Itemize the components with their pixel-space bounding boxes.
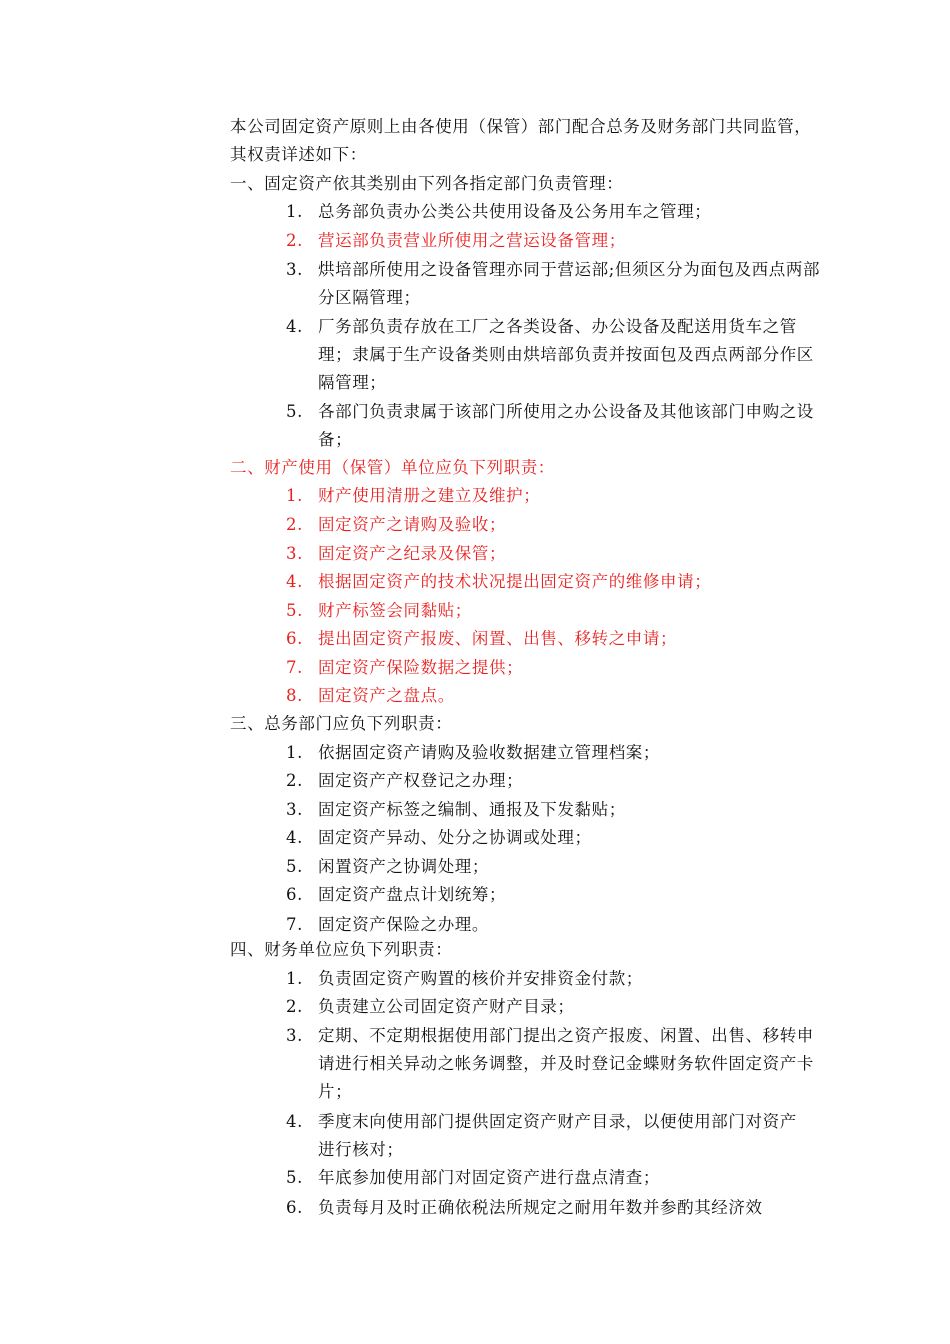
list-item	[286, 739, 826, 767]
list-item	[286, 796, 826, 824]
item-number: 3.	[286, 1026, 303, 1045]
list-item	[286, 853, 826, 881]
item-number: 6.	[286, 885, 303, 904]
list-item	[286, 993, 826, 1021]
item-number: 4.	[286, 572, 303, 591]
list-item	[286, 682, 826, 710]
item-text: 总务部负责办公类公共使用设备及公务用车之管理；	[318, 202, 712, 221]
section-1-heading: 一、固定资产依其类别由下列各指定部门负责管理：	[230, 174, 624, 193]
list-item	[286, 824, 826, 852]
item-text: 固定资产保险之办理。	[318, 915, 489, 934]
section-3-heading: 三、总务部门应负下列职责：	[230, 714, 453, 733]
list-item	[286, 911, 826, 939]
item-text: 烘培部所使用之设备管理亦同于营运部;但须区分为面包及西点两部分区隔管理；	[318, 260, 821, 307]
item-number: 4.	[286, 1112, 303, 1131]
item-number: 6.	[286, 1198, 303, 1217]
item-number: 1.	[286, 202, 303, 221]
item-number: 2.	[286, 515, 303, 534]
list-item	[286, 398, 826, 454]
list-item	[286, 256, 826, 312]
section-4-heading: 四、财务单位应负下列职责：	[230, 940, 453, 959]
item-number: 4.	[286, 317, 303, 336]
intro-paragraph: 本公司固定资产原则上由各使用（保管）部门配合总务及财务部门共同监管，其权责详述如下：	[230, 117, 812, 164]
list-item	[286, 1108, 826, 1164]
item-number: 2.	[286, 997, 303, 1016]
item-text: 定期、不定期根据使用部门提出之资产报废、闲置、出售、移转申请进行相关异动之帐务调整，并及时登记金蝶财务软件固定资产卡片；	[318, 1026, 814, 1101]
item-text: 营运部负责营业所使用之营运设备管理；	[318, 231, 626, 250]
list-item	[286, 482, 826, 510]
item-number: 1.	[286, 486, 303, 505]
item-number: 3.	[286, 800, 303, 819]
list-item	[286, 227, 826, 255]
item-text: 闲置资产之协调处理；	[318, 857, 489, 876]
list-item	[286, 511, 826, 539]
item-text: 负责每月及时正确依税法所规定之耐用年数并参酌其经济效	[318, 1198, 763, 1217]
list-item	[286, 1194, 826, 1222]
item-text: 固定资产盘点计划统筹；	[318, 885, 507, 904]
list-item	[286, 965, 826, 993]
item-number: 1.	[286, 969, 303, 988]
item-text: 固定资产之请购及验收；	[318, 515, 507, 534]
item-number: 2.	[286, 771, 303, 790]
item-number: 6.	[286, 629, 303, 648]
item-number: 7.	[286, 915, 303, 934]
section-2-heading: 二、财产使用（保管）单位应负下列职责：	[230, 458, 555, 477]
item-number: 5.	[286, 1168, 303, 1187]
list-item	[286, 313, 826, 397]
list-item	[286, 767, 826, 795]
item-number: 5.	[286, 601, 303, 620]
item-number: 1.	[286, 743, 303, 762]
list-item	[286, 881, 826, 909]
item-text: 固定资产异动、处分之协调或处理；	[318, 828, 592, 847]
item-text: 年底参加使用部门对固定资产进行盘点清查；	[318, 1168, 660, 1187]
item-text: 季度末向使用部门提供固定资产财产目录，以便使用部门对资产进行核对；	[318, 1112, 797, 1159]
item-text: 固定资产之盘点。	[318, 686, 455, 705]
item-number: 2.	[286, 231, 303, 250]
list-item	[286, 540, 826, 568]
item-text: 固定资产标签之编制、通报及下发黏贴；	[318, 800, 626, 819]
list-item	[286, 1164, 826, 1192]
item-number: 4.	[286, 828, 303, 847]
item-number: 3.	[286, 260, 303, 279]
item-number: 5.	[286, 402, 303, 421]
item-text: 各部门负责隶属于该部门所使用之办公设备及其他该部门申购之设备；	[318, 402, 814, 449]
item-text: 提出固定资产报废、闲置、出售、移转之申请；	[318, 629, 678, 648]
item-text: 根据固定资产的技术状况提出固定资产的维修申请；	[318, 572, 712, 591]
item-text: 负责固定资产购置的核价并安排资金付款；	[318, 969, 643, 988]
item-text: 厂务部负责存放在工厂之各类设备、办公设备及配送用货车之管理；隶属于生产设备类则由烘培部负责并按面包及西点两部分作区隔管理；	[318, 317, 814, 392]
item-text: 财产标签会同黏贴；	[318, 601, 472, 620]
item-text: 固定资产保险数据之提供；	[318, 658, 524, 677]
list-item	[286, 625, 826, 653]
item-text: 依据固定资产请购及验收数据建立管理档案；	[318, 743, 660, 762]
item-number: 7.	[286, 658, 303, 677]
list-item	[286, 568, 826, 596]
item-text: 财产使用清册之建立及维护；	[318, 486, 541, 505]
list-item	[286, 654, 826, 682]
item-number: 5.	[286, 857, 303, 876]
list-item	[286, 198, 826, 226]
item-number: 3.	[286, 544, 303, 563]
item-text: 负责建立公司固定资产财产目录；	[318, 997, 575, 1016]
list-item	[286, 597, 826, 625]
item-text: 固定资产之纪录及保管；	[318, 544, 507, 563]
item-text: 固定资产产权登记之办理；	[318, 771, 524, 790]
list-item	[286, 1022, 826, 1106]
item-number: 8.	[286, 686, 303, 705]
